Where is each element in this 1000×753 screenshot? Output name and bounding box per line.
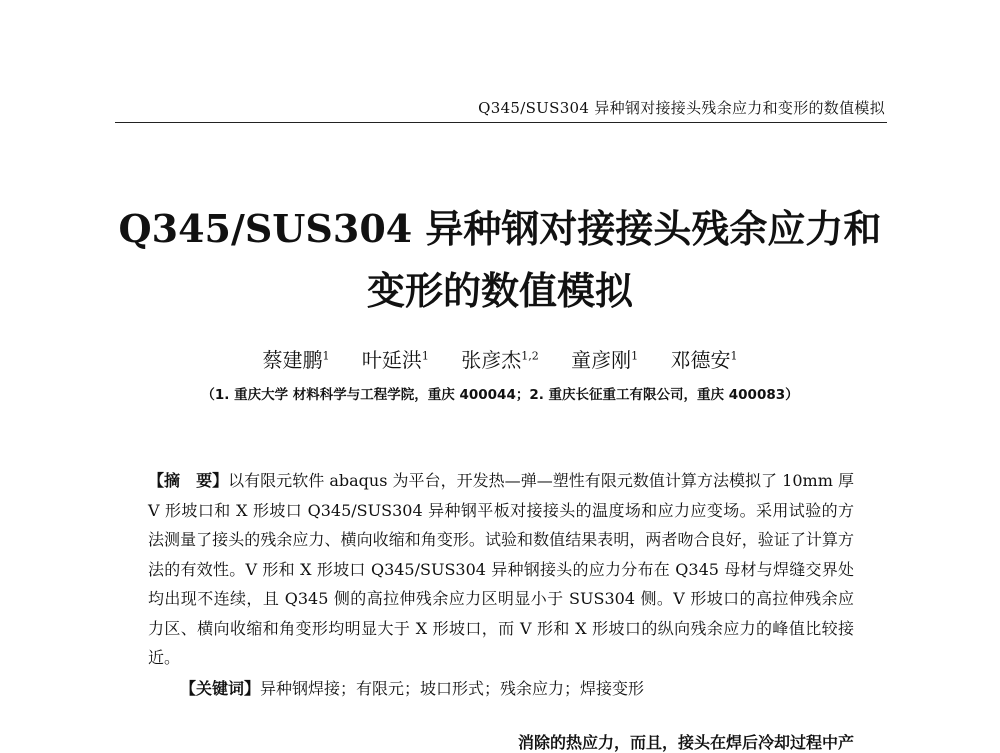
title-line-2: 变形的数值模拟 bbox=[366, 268, 633, 313]
body-text-fragment: 消除的热应力，而且，接头在焊后冷却过程中产 bbox=[518, 733, 855, 752]
author: 叶延洪$^1$ bbox=[361, 348, 429, 372]
keywords bbox=[180, 676, 854, 699]
keywords-label: 【关键词】 bbox=[180, 679, 261, 698]
keywords-text: 异种钢焊接；有限元；坡口形式；残余应力；焊接变形 bbox=[260, 679, 645, 698]
author: 蔡建鹏$^1$ bbox=[262, 348, 330, 372]
abstract-label: 【摘 要】 bbox=[148, 471, 229, 490]
paper-title bbox=[60, 198, 940, 322]
author: 张彦杰$^{1,2}$ bbox=[461, 348, 539, 372]
author: 邓德安$^1$ bbox=[670, 348, 738, 372]
header-rule bbox=[115, 122, 887, 123]
author: 童彦刚$^1$ bbox=[571, 348, 639, 372]
author-list bbox=[0, 344, 1000, 373]
abstract bbox=[148, 466, 854, 673]
running-header: Q345/SUS304 异种钢对接接头残余应力和变形的数值模拟 bbox=[478, 99, 885, 117]
affiliation: （1. 重庆大学 材料科学与工程学院，重庆 400044；2. 重庆长征重工有限公司，重庆 400083） bbox=[201, 387, 799, 403]
title-line-1: Q345/SUS304 异种钢对接接头残余应力和 bbox=[118, 206, 882, 251]
abstract-text: 以有限元软件 abaqus 为平台，开发热—弹—塑性有限元数值计算方法模拟了 10mm 厚 V 形坡口和 X 形坡口 Q345/SUS304 异种钢平板对接接头的温度场和应力应变场。采用试验的方法测量了接头的残余应力、横向收缩和角变形。试验和数值结果表明，两者吻合良好，验证了计算方法的有效性。V 形和 X 形坡口 Q345/SUS304 异种钢接头的应力分布在 Q345 母材与焊缝交界处均出现不连续，且 Q345 侧的高拉伸残余应力区明显小于 SUS304 侧。V 形坡口的高拉伸残余应力区、横向收缩和角变形均明显大于 X 形坡口，而 V 形和 X 形坡口的纵向残余应力的峰值比较接近。 bbox=[148, 471, 854, 667]
